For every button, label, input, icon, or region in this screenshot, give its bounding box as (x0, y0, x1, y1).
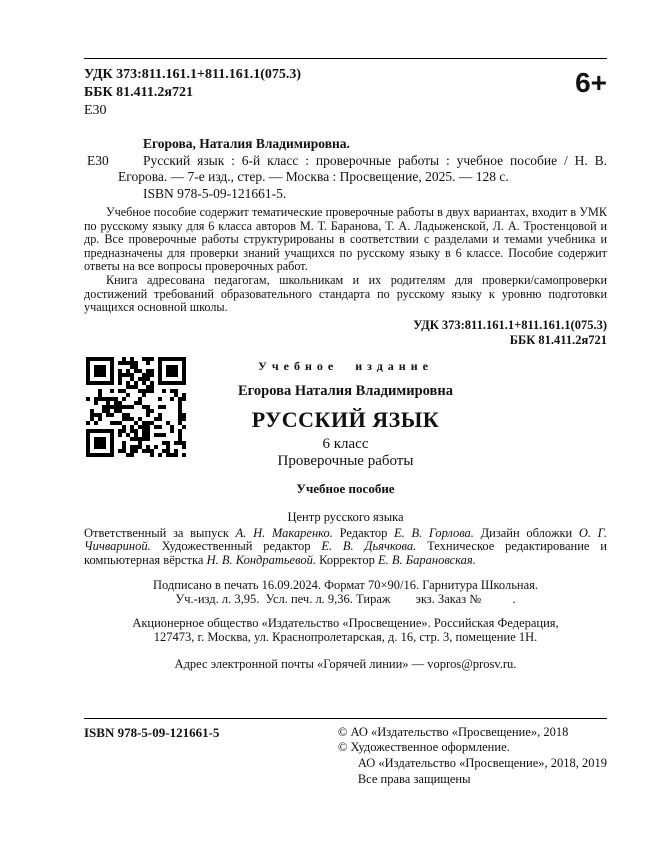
book-subtitle: Проверочные работы (277, 452, 414, 469)
credit-role: Художественный редактор (150, 539, 322, 554)
header-row (84, 66, 607, 120)
page-content (84, 0, 607, 788)
publisher-line-1: Акционерное общество «Издательство «Просвещение». Российская Федерация, (132, 615, 559, 630)
credits-block (84, 510, 607, 568)
catalog-entry (84, 153, 607, 186)
footer-isbn: ISBN 978-5-09-121661-5 (84, 724, 220, 740)
age-rating-badge: 6+ (575, 67, 607, 98)
edition-type: Учебное издание (258, 358, 433, 373)
entry-code-top: Е30 (84, 103, 107, 118)
isbn-line: ISBN 978-5-09-121661-5. (143, 185, 287, 201)
credit-person: Н. В. Кондратьевой. (206, 552, 316, 567)
print-info-block (84, 578, 607, 607)
credit-role: Ответственный за выпуск (84, 525, 236, 540)
classification-codes-right (84, 318, 607, 349)
copyright-line-2: © Художественное оформление. (337, 740, 510, 755)
classification-codes (84, 66, 301, 120)
print-line-2: Уч.-изд. л. 3,95. Усл. печ. л. 9,36. Тираж экз. Заказ № . (175, 592, 516, 607)
author-heading: Егорова, Наталия Владимировна. (143, 136, 350, 151)
entry-code: Е30 (87, 152, 109, 168)
top-rule (84, 58, 607, 59)
copyright-line-3: АО «Издательство «Просвещение», 2018, 2019 (357, 756, 607, 771)
credit-person: Е. В. Горлова. (394, 525, 474, 540)
book-title: РУССКИЙ ЯЗЫК (251, 406, 440, 432)
annotation-paragraph-1: Учебное пособие содержит тематические проверочные работы в двух вариантах, входит в УМК по русскому языку для 6 класса авторов М. Т. Баранова, Т. А. Ладыженской, Л. А. Тростенцовой и др. Все проверочные работы структурированы в соответствии с разделами и темами учебника и предназначены для проверки знаний учащихся по русскому языку в 6 классе. Пособие содержит ответы на все вопросы проверочных работ. (84, 205, 607, 274)
credit-role: Редактор (332, 525, 395, 540)
footer-block (84, 718, 607, 788)
footer-row (84, 719, 607, 788)
credit-person: Е. В. Барановская. (377, 552, 476, 567)
credit-person: Е. В. Дьячкова. (321, 539, 417, 554)
email-line: Адрес электронной почты «Горячей линии» — vopros@prosv.ru. (174, 656, 517, 671)
bbk-code: ББК 81.411.2я721 (84, 85, 193, 100)
edition-author: Егорова Наталия Владимировна (238, 382, 453, 399)
bibliographic-block (84, 136, 607, 202)
udk-code-right: УДК 373:811.161.1+811.161.1(075.3) (413, 317, 607, 332)
annotation-paragraph-2: Книга адресована педагогам, школьникам и их родителям для проверки/самопроверки достижений требований образовательного стандарта по русскому языку к уровню подготовки учащихся основной школы. (84, 272, 607, 315)
copyright-block (338, 725, 607, 788)
udk-code: УДК 373:811.161.1+811.161.1(075.3) (84, 67, 302, 82)
credits-line (84, 527, 607, 568)
publisher-block (84, 616, 607, 644)
publisher-line-2: 127473, г. Москва, ул. Краснопролетарская, д. 16, стр. 3, помещение 1Н. (153, 629, 538, 644)
copyright-line-4: Все права защищены (357, 771, 471, 786)
credit-role: Корректор (316, 552, 378, 567)
qr-code (86, 357, 186, 457)
credit-person: А. Н. Макаренко. (235, 525, 333, 540)
credit-person: О. Г. Чичвариной. (84, 525, 607, 554)
credit-role: Техническое редактирование и компьютерная вёрстка (84, 539, 607, 567)
print-line-1: Подписано в печать 16.09.2024. Формат 70×90/16. Гарнитура Школьная. (152, 577, 539, 592)
department-name: Центр русского языка (287, 509, 404, 524)
edition-kind: Учебное пособие (296, 480, 395, 496)
grade-label: 6 класс (322, 435, 369, 452)
catalog-entry-text: Русский язык : 6-й класс : проверочные работы : учебное пособие / Н. В. Егорова. — 7-е изд., стер. — Москва : Просвещение, 2025. — 128 с. (118, 152, 607, 184)
edition-block (84, 359, 607, 497)
bbk-code-right: ББК 81.411.2я721 (509, 333, 607, 348)
credit-role: Дизайн обложки (473, 525, 579, 540)
annotation-block (84, 206, 607, 315)
copyright-line-1: © АО «Издательство «Просвещение», 2018 (337, 724, 569, 739)
